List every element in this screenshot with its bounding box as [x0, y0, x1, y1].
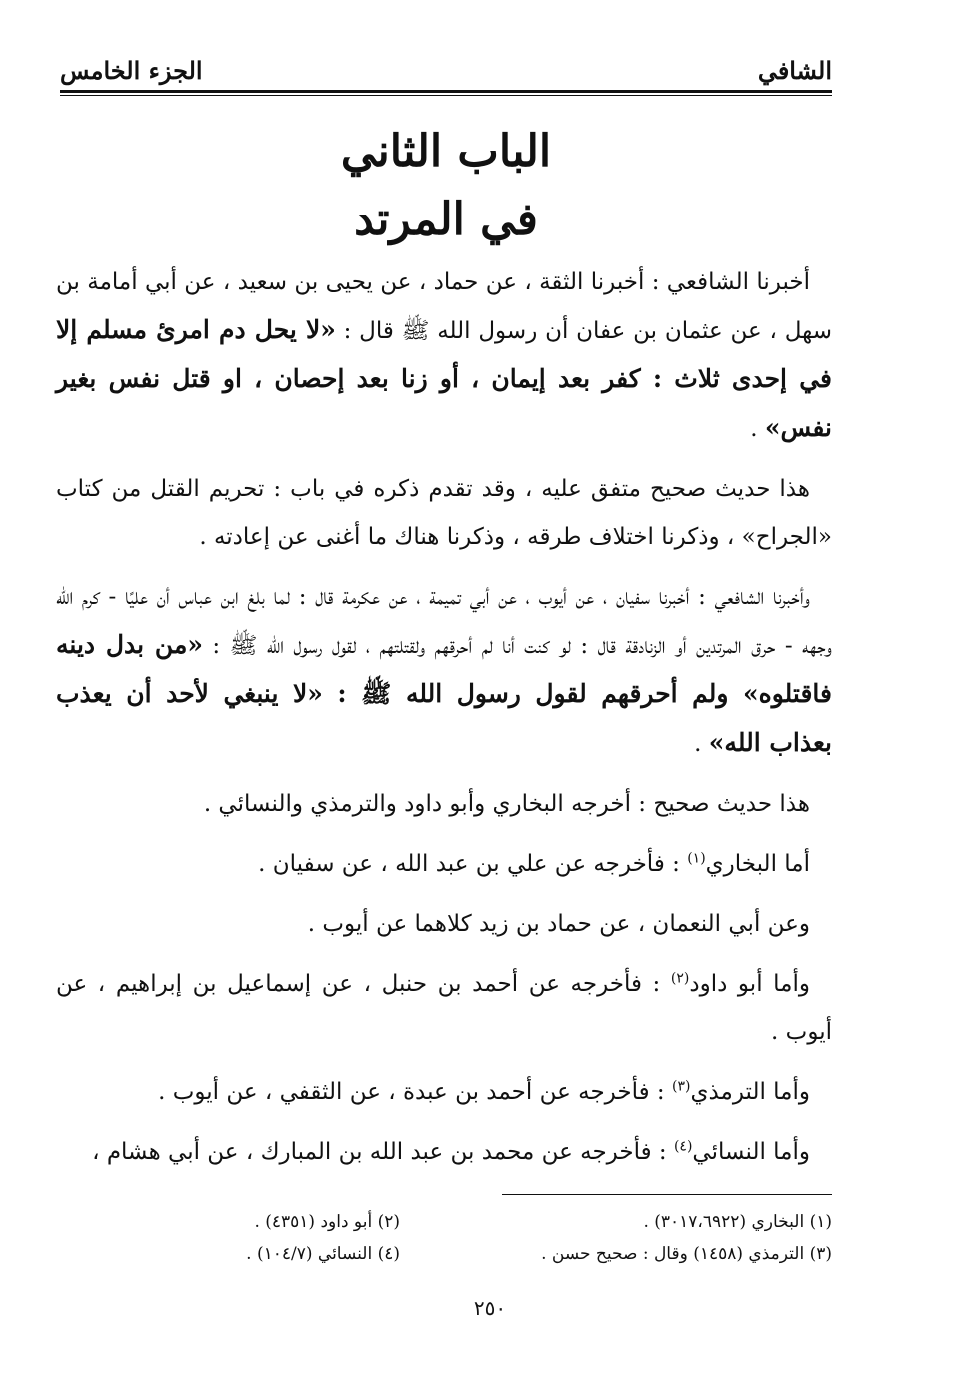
paragraph-7: [56, 960, 832, 1056]
chapter-heading: [60, 118, 832, 254]
page-number: ٢٥٠: [473, 1296, 507, 1320]
running-header: [60, 50, 832, 90]
paragraph-7-lead: وأما أبو داود: [689, 971, 810, 997]
paragraph-9-lead: وأما النسائي: [692, 1139, 810, 1165]
paragraph-8-rest: : فأخرجه عن أحمد بن عبدة ، عن الثقفي ، عن أيوب .: [158, 1079, 672, 1105]
paragraph-5-lead: أما البخاري: [705, 851, 810, 877]
paragraph-3-hadith: «من بدل دينه فاقتلوه» ولم أحرقهم لقول رسول الله ﷺ : «لا ينبغي لأحد أن يعذب بعذاب الله»: [56, 630, 832, 757]
paragraph-8-lead: وأما الترمذي: [690, 1079, 810, 1105]
paragraph-1-end: .: [750, 416, 765, 442]
header-rule-thin: [60, 95, 832, 96]
paragraph-3-isnad: وأخبرنا الشافعي : أخبرنا سفيان ، عن أيوب ، عن أبي تميمة ، عن عكرمة قال : لما بلغ ابن عباس أن عليًا - كرم الله وجهه - حرق المرتدين أو الزنادقة قال : لو كنت أنا لم أحرقهم ولقتلتهم ، لقول رسول الله ﷺ :: [56, 584, 832, 659]
header-rule: [60, 90, 832, 93]
footnote-3: (٣) الترمذي (١٤٥٨) وقال : صحيح حسن .: [541, 1244, 832, 1264]
footnote-ref-3: (٣): [671, 1078, 691, 1095]
paragraph-5: [56, 840, 832, 888]
footnote-row: [150, 1206, 832, 1238]
footnote-ref-1: (١): [687, 850, 706, 867]
paragraph-9: [56, 1128, 832, 1176]
header-volume: الجزء الخامس: [60, 56, 203, 85]
paragraph-8: [56, 1068, 832, 1116]
paragraph-3: [56, 573, 832, 768]
paragraph-2: هذا حديث صحيح متفق عليه ، وقد تقدم ذكره في باب : تحريم القتل من كتاب «الجراح» ، وذكرنا اختلاف طرقه ، وذكرنا هناك ما أغنى عن إعادته .: [56, 476, 832, 550]
paragraph-6: وعن أبي النعمان ، عن حماد بن زيد كلاهما عن أيوب .: [307, 911, 810, 937]
paragraph-3-end: .: [694, 731, 709, 757]
footnote-4: (٤) النسائي (١٠٤/٧) .: [246, 1244, 400, 1264]
paragraph-7-rest: : فأخرجه عن أحمد بن حنبل ، عن إسماعيل بن إبراهيم ، عن أيوب .: [56, 971, 832, 1045]
chapter-title: الباب الثاني: [340, 126, 552, 177]
header-book-title: الشافي: [757, 56, 832, 85]
footnote-2: (٢) أبو داود (٤٣٥١) .: [254, 1212, 400, 1232]
footnote-rule: [502, 1194, 832, 1195]
footnote-row: [150, 1238, 832, 1270]
footnote-ref-4: (٤): [673, 1138, 693, 1155]
footnote-ref-2: (٢): [670, 970, 690, 987]
paragraph-9-rest: : فأخرجه عن محمد بن عبد الله بن المبارك ، عن أبي هشام ،: [92, 1139, 674, 1165]
paragraph-5-rest: : فأخرجه عن علي بن عبد الله ، عن سفيان .: [258, 851, 688, 877]
paragraph-4: هذا حديث صحيح : أخرجه البخاري وأبو داود والترمذي والنسائي .: [203, 791, 810, 817]
chapter-subtitle: في المرتد: [354, 194, 538, 245]
paragraph-1: [56, 258, 832, 453]
footnote-1: (١) البخاري (٣٠١٧،٦٩٢٢) .: [643, 1212, 832, 1232]
paragraph-1-isnad: أخبرنا الشافعي : أخبرنا الثقة ، عن حماد ، عن يحيى بن سعيد ، عن أبي أمامة بن سهل ، عن عثمان بن عفان أن رسول الله ﷺ قال :: [56, 269, 832, 344]
footnotes: [150, 1206, 832, 1270]
paragraph-1-hadith: «لا يحل دم امرئ مسلم إلا في إحدى ثلاث : كفر بعد إيمان ، أو زنا بعد إحصان ، او قتل نفس بغير نفس»: [56, 315, 832, 442]
main-text: [56, 258, 832, 1188]
